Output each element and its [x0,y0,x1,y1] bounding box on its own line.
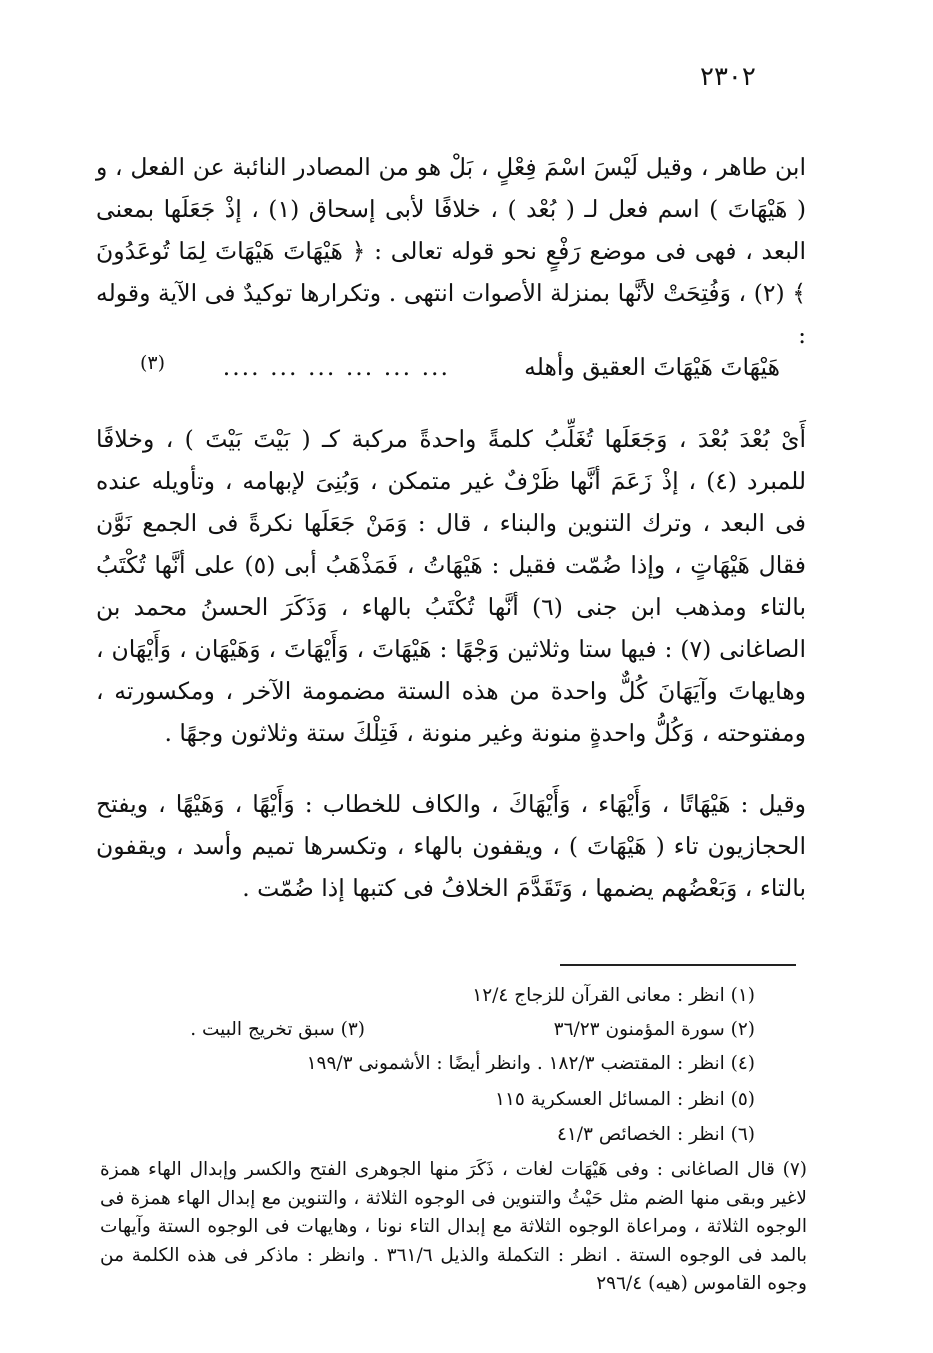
paragraph-3: وقيل : هَيْهَاتًا ، وَأَيْهَاء ، وَأَيْهَاكَ ، والكاف للخطاب : وَأَيْهًا ، وَهَيْهًا ، ويفتح الحجازيون تاء ( هَيْهَاتَ ) ، ويقفون بالهاء ، وتكسرها تميم وأسد ، ويقفون بالتاء ، وَبَعْضُهم يضمها ، وَتَقَدَّمَ الخلافُ فى كتبها إذا ضُمّت . [96,790,806,902]
footnote-5: (٥) انظر : المسائل العسكرية ١١٥ [495,1089,755,1110]
footnote-4: (٤) انظر : المقتضب ١٨٢/٣ . وانظر أيضًا : الأشمونى ١٩٩/٣ [306,1053,755,1074]
footnote-7: (٧) قال الصاغانى : وفى هَيْهَات لغات ، ذَكَرَ منها الجوهرى الفتح والكسر وإبدال الهاء همزة لاغير وبقى منها الضم مثل حَيْثُ والتنوين فى الوجوه الثلاثة ، والتنوين مع إبدال الهاء همزة فى الوجوه الثلاثة ، ومراعاة الوجوه الثلاثة مع إبدال التاء نونا ، وهايهات فى الوجوه الستة وآيهات بالمد فى الوجوه الستة . انظر : التكملة والذيل ٣٦١/٦ . وانظر : ماذكر فى هذه الكلمة من وجوه القاموس (هيه) ٢٩٦/٤ [100,1159,808,1294]
verse-hemistich: هَيْهَاتَ هَيْهَاتَ العقيق وأهله [524,353,780,381]
page-number: ٢٣٠٢ [700,62,756,92]
footnote-3: (٣) سبق تخريج البيت . [190,1019,365,1040]
verse-footnote-ref: (٣) [140,352,166,374]
paragraph-1: ابن طاهر ، وقيل لَيْسَ اسْمَ فِعْلٍ ، بَلْ هو من المصادر النائبة عن الفعل ، و ( هَيْهَاتَ ) اسم فعل لـ ( بُعْد ) ، خلافًا لأبى إسحاق (١) ، إذْ جَعَلَها بمعنى البعد ، فهى فى موضع رَفْعٍ نحو قوله تعالى : ﴿ هَيْهَاتَ هَيْهَاتَ لِمَا تُوعَدُونَ ﴾ (٢) ، وَفُتِحَتْ لأنَّها بمنزلة الأصوات انتهى . وتكرارها توكيدٌ فى الآية وقوله : [96,153,807,349]
verse-dots: ... ... ... ... ... .... [222,353,450,381]
footnote-6: (٦) انظر : الخصائص ٤١/٣ [556,1124,755,1145]
footnote-2: (٢) سورة المؤمنون ٣٦/٢٣ [553,1019,755,1040]
verse-line [140,346,780,388]
paragraph-2: أَىْ بُعْدَ بُعْدَ ، وَجَعَلَها تُغَلِّبُ كلمةً واحدةً مركبة كـ ( بَيْتَ بَيْتَ ) ، وخلافًا للمبرد (٤) ، إذْ زَعَمَ أنَّها ظَرْفٌ غير متمكن ، وَبُنِىَ لإبهامه ، وتأويله عنده فى البعد ، وترك التنوين والبناء ، قال : وَمَنْ جَعَلَها نكرةً فى الجمع نَوَّن فقال هَيْهَاتٍ ، وإذا ضُمّت فقيل : هَيْهَاتُ ، فَمَذْهَبُ أبى (٥) على أنَّها تُكْتَبُ بالتاء ومذهب ابن جنى (٦) أنَّها تُكْتَبُ بالهاء ، وَذَكَرَ الحسنُ محمد بن الصاغانى (٧) : فيها ستا وثلاثين وَجْهًا : هَيْهَاتَ ، وَأَيْهَاتَ ، وَهَيْهَان ، وَأَيْهَان ، وهايهاتَ وآيَهَانَ كُلٌّ واحدة من هذه الستة مضمومة الآخر ، ومكسورته ، ومفتوحته ، وَكُلُّ واحدةٍ منونة وغير منونة ، فَتِلْكَ ستة وثلاثون وجهًا . [96,425,807,747]
footnote-separator [560,964,796,966]
footnote-1: (١) انظر : معانى القرآن للزجاج ١٢/٤ [472,985,755,1006]
